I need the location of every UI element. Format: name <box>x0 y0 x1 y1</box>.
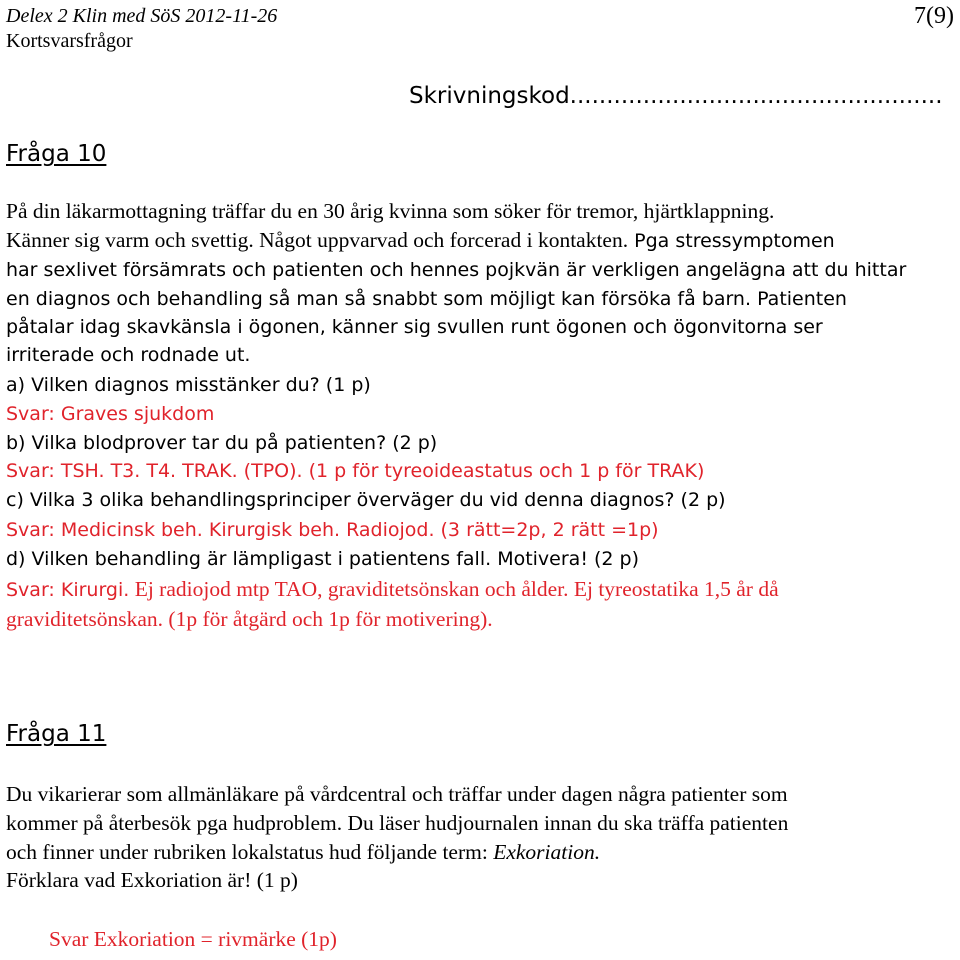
q10-answer-d-motivation: Ej radiojod mtp TAO, graviditetsönskan och ålder. Ej tyreostatika 1,5 år då <box>129 577 779 601</box>
q10-answer-c <box>6 516 659 545</box>
page-number: 7(9) <box>914 3 954 29</box>
q10-text-line: har sexlivet försämrats och patienten och hennes pojkvän är verkligen angelägna att du hittar <box>6 259 907 281</box>
q11-text-line <box>6 838 600 867</box>
q10-text-line: påtalar idag skavkänsla i ögonen, känner sig svullen runt ögonen och ögonvitorna ser <box>6 316 823 338</box>
q10-answer-b-scoring: (1 p för tyreoideastatus och 1 p för TRAK) <box>302 460 705 482</box>
q10-answer-a: Svar: Graves sjukdom <box>6 403 215 425</box>
q10-question-d: d) Vilken behandling är lämpligast i patientens fall. Motivera! (2 p) <box>6 548 639 570</box>
section-title: Kortsvarsfrågor <box>6 30 133 52</box>
q11-question: Förklara vad Exkoriation är! (1 p) <box>6 868 298 892</box>
q10-question-b: b) Vilka blodprover tar du på patienten? (2 p) <box>6 432 438 454</box>
q10-answer-b <box>6 457 704 486</box>
q10-text-sans: Pga stressymptomen <box>628 230 835 252</box>
course-line: Delex 2 Klin med SöS 2012-11-26 <box>6 5 278 27</box>
q10-answer-c-main: Svar: Medicinsk beh. Kirurgisk beh. Radiojod. <box>6 519 435 541</box>
q10-text-sans: Patienten <box>751 288 847 310</box>
q11-text-plain: och finner under rubriken lokalstatus hud följande term: <box>6 840 494 864</box>
q10-text-line: irriterade och rodnade ut. <box>6 344 251 366</box>
q10-text-serif: Känner sig varm och svettig. Något uppvarvad och forcerad i kontakten. <box>6 228 629 252</box>
q10-text-line: På din läkarmottagning träffar du en 30 årig kvinna som söker för tremor, hjärtklappning. <box>6 199 775 223</box>
question-11-title: Fråga 11 <box>6 721 107 747</box>
q10-question-a: a) Vilken diagnos misstänker du? (1 p) <box>6 374 371 396</box>
q10-answer-d-main: Svar: Kirurgi. <box>6 579 130 601</box>
q10-answer-b-main: Svar: TSH. T3. T4. TRAK. (TPO). <box>6 460 303 482</box>
q10-text-line <box>6 285 847 314</box>
q11-term-italic: Exkoriation. <box>493 840 601 864</box>
q11-text-line: Du vikarierar som allmänläkare på vårdcentral och träffar under dagen några patienter som <box>6 782 788 806</box>
writing-code-field: Skrivningskod................................................... <box>409 83 943 109</box>
q11-answer: Svar Exkoriation = rivmärke (1p) <box>49 927 337 951</box>
q10-answer-c-scoring: (3 rätt=2p, 2 rätt =1p) <box>434 519 659 541</box>
q10-answer-d-continued: graviditetsönskan. (1p för åtgärd och 1p för motivering). <box>6 607 493 631</box>
q11-text-line: kommer på återbesök pga hudproblem. Du läser hudjournalen innan du ska träffa patienten <box>6 811 789 835</box>
q10-text-line <box>6 226 835 256</box>
q10-answer-d <box>6 575 779 606</box>
question-10-title: Fråga 10 <box>6 141 107 167</box>
q10-text-sans: en diagnos och behandling så man så snabbt som möjligt kan försöka få barn. <box>6 288 752 310</box>
q10-question-c: c) Vilka 3 olika behandlingsprinciper överväger du vid denna diagnos? (2 p) <box>6 489 726 511</box>
